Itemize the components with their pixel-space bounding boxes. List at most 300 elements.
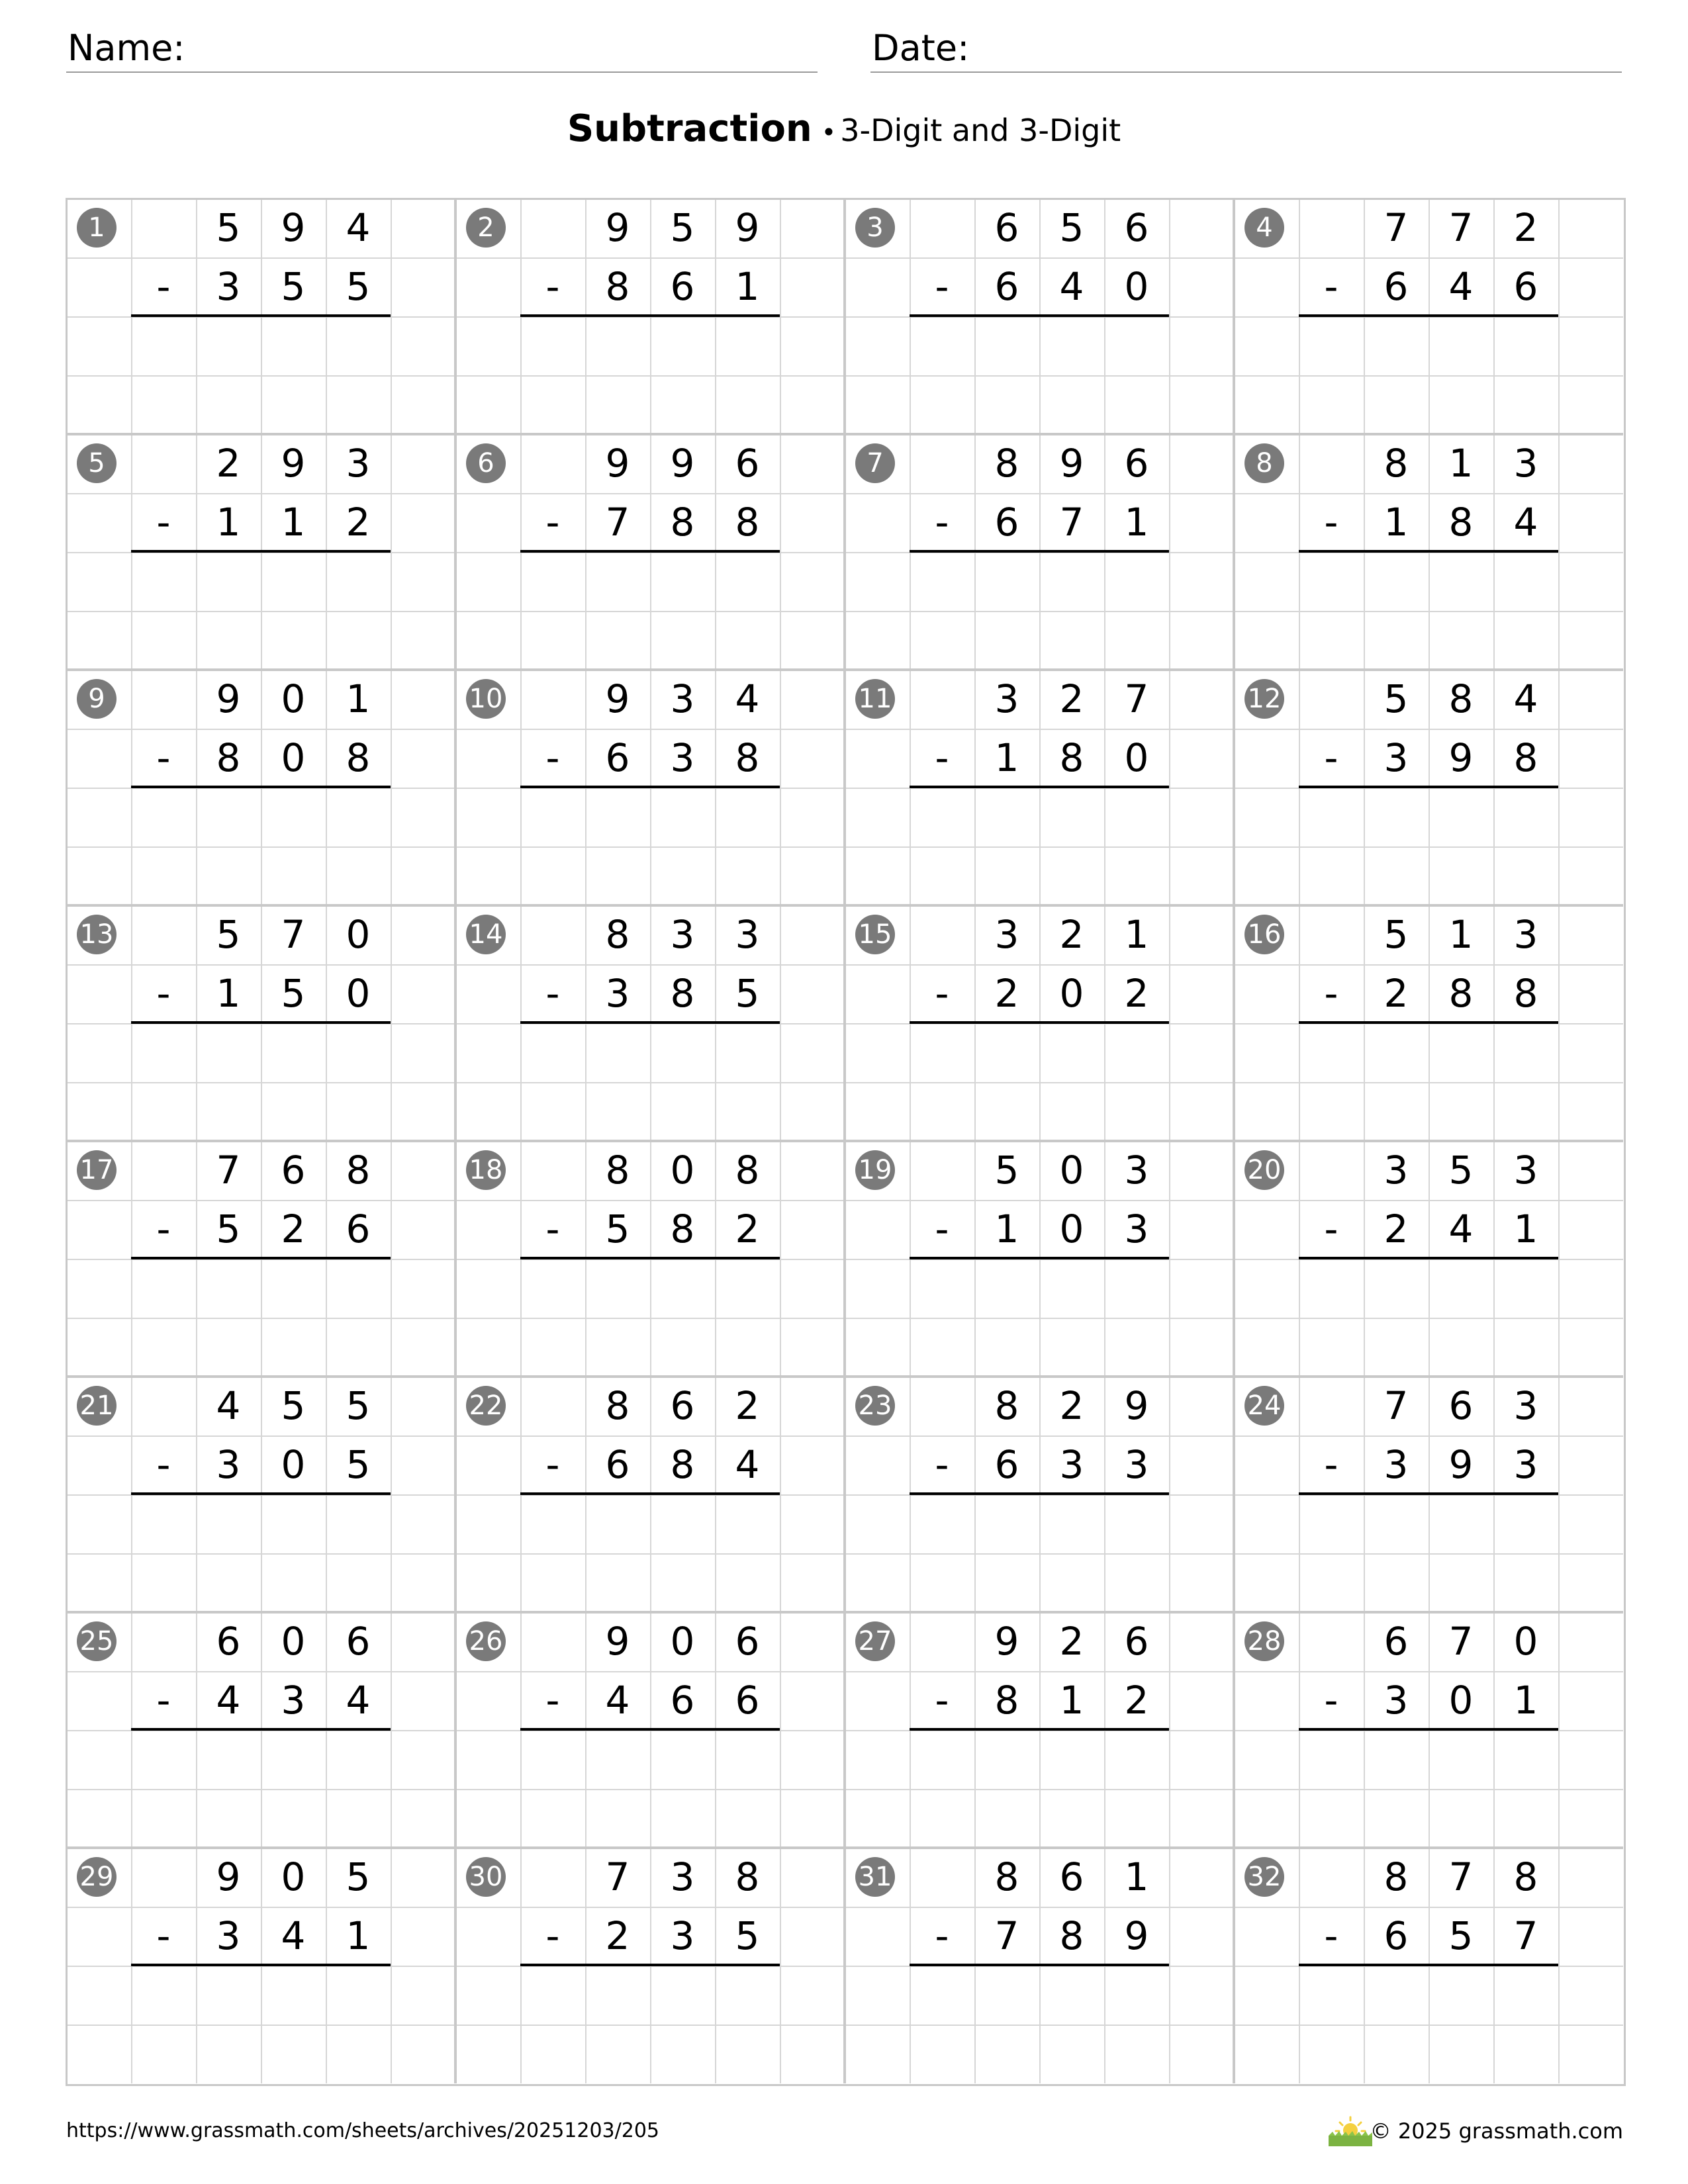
problem-block: [1234, 1141, 1623, 1377]
answer-cell[interactable]: [910, 316, 974, 375]
minus-sign: -: [935, 1206, 949, 1251]
minuend-digit: 0: [1059, 1148, 1084, 1193]
minuend-digit: 9: [216, 676, 241, 721]
problem-block: [1234, 1848, 1623, 2083]
minuend-digit: 3: [1513, 1148, 1538, 1193]
problem-block: [1234, 199, 1623, 434]
subtrahend-digit: 3: [1383, 1442, 1409, 1487]
answer-cell[interactable]: [1364, 788, 1429, 846]
minuend-digit: 4: [1513, 676, 1538, 721]
subtrahend-digit: 4: [735, 1442, 760, 1487]
answer-cell[interactable]: [1104, 316, 1169, 375]
answer-cell[interactable]: [1039, 1023, 1104, 1082]
answer-cell[interactable]: [196, 788, 261, 846]
subtrahend-digit: 2: [1124, 1678, 1149, 1723]
problem-block: [66, 434, 455, 670]
answer-cell[interactable]: [715, 1730, 780, 1789]
problem-block: [455, 1141, 845, 1377]
minuend-digit: 5: [1448, 1148, 1474, 1193]
minus-sign: -: [545, 971, 560, 1016]
minus-sign: -: [156, 735, 171, 780]
subtrahend-digit: 3: [605, 971, 630, 1016]
minus-sign: -: [1324, 500, 1338, 545]
subtrahend-digit: 0: [1448, 1678, 1474, 1723]
answer-cell[interactable]: [1039, 552, 1104, 611]
problem-block: [455, 1612, 845, 1848]
answer-cell[interactable]: [715, 552, 780, 611]
subtrahend-digit: 9: [1448, 1442, 1474, 1487]
subtrahend-digit: 2: [1383, 971, 1409, 1016]
answer-cell[interactable]: [1364, 1259, 1429, 1318]
subtrahend-digit: 2: [1383, 1206, 1409, 1251]
minus-sign: -: [156, 1206, 171, 1251]
minuend-digit: 8: [994, 441, 1019, 486]
problem-number-badge: 1: [77, 208, 117, 248]
answer-cell[interactable]: [326, 1023, 391, 1082]
problem-number-badge: 24: [1244, 1386, 1284, 1426]
answer-cell[interactable]: [1039, 1259, 1104, 1318]
problem-block: [845, 1612, 1234, 1848]
minus-sign: -: [935, 971, 949, 1016]
minuend-digit: 1: [1448, 912, 1474, 957]
subtrahend-digit: 8: [216, 735, 241, 780]
minus-sign: -: [1324, 264, 1338, 309]
answer-cell[interactable]: [650, 1730, 715, 1789]
minus-sign: -: [1324, 735, 1338, 780]
minuend-digit: 7: [281, 912, 306, 957]
answer-cell[interactable]: [650, 316, 715, 375]
grass-sun-logo-icon: [1327, 2115, 1374, 2148]
problem-number-badge: 19: [855, 1150, 895, 1190]
answer-cell[interactable]: [1299, 1259, 1364, 1318]
subtrahend-digit: 8: [735, 500, 760, 545]
minuend-digit: 9: [670, 441, 695, 486]
answer-cell[interactable]: [261, 316, 326, 375]
subtrahend-digit: 2: [735, 1206, 760, 1251]
answer-cell[interactable]: [1104, 1259, 1169, 1318]
answer-cell[interactable]: [1299, 1730, 1364, 1789]
minuend-digit: 0: [281, 676, 306, 721]
minuend-digit: 6: [216, 1619, 241, 1664]
minuend-digit: 3: [1383, 1148, 1409, 1193]
answer-cell[interactable]: [196, 552, 261, 611]
answer-cell[interactable]: [1039, 316, 1104, 375]
title-bullet: •: [821, 118, 837, 147]
minus-sign: -: [156, 1442, 171, 1487]
problem-number-badge: 12: [1244, 679, 1284, 719]
answer-cell[interactable]: [1299, 316, 1364, 375]
problem-block: [1234, 434, 1623, 670]
subtrahend-digit: 7: [1513, 1913, 1538, 1958]
minus-sign: -: [545, 735, 560, 780]
minuend-digit: 6: [1124, 205, 1149, 250]
subtrahend-digit: 2: [281, 1206, 306, 1251]
problem-number-badge: 8: [1244, 443, 1284, 483]
answer-cell[interactable]: [715, 1494, 780, 1553]
minuend-digit: 8: [735, 1148, 760, 1193]
answer-cell[interactable]: [326, 1966, 391, 2025]
minuend-digit: 9: [605, 441, 630, 486]
subtrahend-digit: 8: [1513, 735, 1538, 780]
answer-cell[interactable]: [131, 1494, 196, 1553]
answer-cell[interactable]: [1493, 1023, 1558, 1082]
answer-cell[interactable]: [131, 1259, 196, 1318]
minuend-digit: 7: [1383, 1383, 1409, 1428]
problem-block: [845, 1377, 1234, 1612]
problem-number-badge: 7: [855, 443, 895, 483]
answer-cell[interactable]: [1039, 788, 1104, 846]
minus-sign: -: [935, 735, 949, 780]
answer-cell[interactable]: [585, 1494, 650, 1553]
answer-cell[interactable]: [910, 1730, 974, 1789]
answer-cell[interactable]: [1429, 788, 1493, 846]
answer-cell[interactable]: [1364, 1966, 1429, 2025]
answer-cell[interactable]: [1299, 1966, 1364, 2025]
answer-cell[interactable]: [1364, 316, 1429, 375]
answer-cell[interactable]: [261, 1259, 326, 1318]
problem-number-badge: 11: [855, 679, 895, 719]
answer-cell[interactable]: [715, 788, 780, 846]
subtrahend-digit: 6: [1383, 264, 1409, 309]
answer-cell[interactable]: [196, 1966, 261, 2025]
minuend-digit: 5: [216, 912, 241, 957]
answer-cell[interactable]: [520, 788, 585, 846]
answer-cell[interactable]: [131, 316, 196, 375]
subtrahend-digit: 9: [1448, 735, 1474, 780]
subtrahend-digit: 8: [670, 500, 695, 545]
answer-cell[interactable]: [520, 1259, 585, 1318]
answer-cell[interactable]: [131, 788, 196, 846]
answer-cell[interactable]: [1299, 1494, 1364, 1553]
answer-cell[interactable]: [1299, 788, 1364, 846]
problem-number-badge: 4: [1244, 208, 1284, 248]
answer-cell[interactable]: [974, 1494, 1039, 1553]
problem-block: [66, 199, 455, 434]
answer-cell[interactable]: [974, 316, 1039, 375]
subtrahend-digit: 6: [670, 1678, 695, 1723]
answer-cell[interactable]: [650, 1259, 715, 1318]
answer-cell[interactable]: [1104, 1023, 1169, 1082]
subtrahend-digit: 7: [605, 500, 630, 545]
minus-sign: -: [545, 500, 560, 545]
answer-cell[interactable]: [1104, 788, 1169, 846]
answer-cell[interactable]: [585, 1966, 650, 2025]
minuend-digit: 7: [1124, 676, 1149, 721]
problem-block: [845, 434, 1234, 670]
minuend-digit: 9: [994, 1619, 1019, 1664]
minuend-digit: 5: [994, 1148, 1019, 1193]
problem-block: [1234, 1612, 1623, 1848]
problem-block: [1234, 1377, 1623, 1612]
answer-cell[interactable]: [326, 788, 391, 846]
minuend-digit: 8: [994, 1383, 1019, 1428]
subtrahend-digit: 0: [281, 735, 306, 780]
subtrahend-digit: 1: [1513, 1206, 1538, 1251]
minuend-digit: 2: [735, 1383, 760, 1428]
minuend-digit: 9: [1124, 1383, 1149, 1428]
answer-cell[interactable]: [326, 1730, 391, 1789]
answer-cell[interactable]: [1493, 1966, 1558, 2025]
answer-cell[interactable]: [585, 788, 650, 846]
subtrahend-digit: 6: [994, 264, 1019, 309]
answer-cell[interactable]: [1493, 1494, 1558, 1553]
minuend-digit: 9: [1059, 441, 1084, 486]
answer-cell[interactable]: [910, 1259, 974, 1318]
problem-block: [455, 1848, 845, 2083]
minus-sign: -: [545, 1678, 560, 1723]
answer-cell[interactable]: [326, 1259, 391, 1318]
problem-number-badge: 28: [1244, 1621, 1284, 1661]
subtrahend-digit: 1: [1059, 1678, 1084, 1723]
date-field[interactable]: [870, 25, 1622, 73]
minus-sign: -: [545, 264, 560, 309]
answer-cell[interactable]: [1364, 1494, 1429, 1553]
answer-cell[interactable]: [585, 1259, 650, 1318]
minus-sign: -: [935, 1442, 949, 1487]
minus-sign: -: [156, 971, 171, 1016]
answer-cell[interactable]: [1299, 1023, 1364, 1082]
subtrahend-digit: 0: [1124, 735, 1149, 780]
answer-cell[interactable]: [1104, 552, 1169, 611]
answer-cell[interactable]: [1493, 1259, 1558, 1318]
answer-cell[interactable]: [910, 1966, 974, 2025]
answer-cell[interactable]: [1429, 1966, 1493, 2025]
problem-block: [845, 1848, 1234, 2083]
answer-cell[interactable]: [1039, 1494, 1104, 1553]
minuend-digit: 2: [1059, 676, 1084, 721]
problem-block: [66, 1848, 455, 2083]
answer-cell[interactable]: [1429, 1494, 1493, 1553]
minuend-digit: 8: [1513, 1854, 1538, 1899]
answer-cell[interactable]: [326, 1494, 391, 1553]
answer-cell[interactable]: [261, 788, 326, 846]
minus-sign: -: [156, 1913, 171, 1958]
problem-number-badge: 32: [1244, 1857, 1284, 1897]
answer-cell[interactable]: [1364, 1730, 1429, 1789]
answer-cell[interactable]: [1429, 552, 1493, 611]
subtrahend-digit: 0: [346, 971, 371, 1016]
answer-cell[interactable]: [650, 552, 715, 611]
subtrahend-digit: 1: [346, 1913, 371, 1958]
subtrahend-digit: 3: [1513, 1442, 1538, 1487]
minuend-digit: 3: [1513, 1383, 1538, 1428]
answer-cell[interactable]: [1364, 552, 1429, 611]
answer-cell[interactable]: [585, 552, 650, 611]
answer-cell[interactable]: [715, 1966, 780, 2025]
subtrahend-digit: 8: [1448, 500, 1474, 545]
answer-cell[interactable]: [1429, 1259, 1493, 1318]
problem-number-badge: 2: [466, 208, 506, 248]
minuend-digit: 0: [281, 1619, 306, 1664]
answer-cell[interactable]: [1104, 1730, 1169, 1789]
subtrahend-digit: 8: [670, 971, 695, 1016]
minus-sign: -: [156, 1678, 171, 1723]
subtrahend-digit: 3: [281, 1678, 306, 1723]
minuend-digit: 3: [994, 912, 1019, 957]
subtrahend-digit: 4: [1448, 1206, 1474, 1251]
answer-cell[interactable]: [715, 1023, 780, 1082]
page-title: [0, 103, 1688, 164]
subtrahend-digit: 8: [670, 1206, 695, 1251]
problem-number-badge: 15: [855, 915, 895, 954]
answer-cell[interactable]: [261, 1730, 326, 1789]
subtrahend-digit: 2: [1124, 971, 1149, 1016]
minuend-digit: 8: [605, 1148, 630, 1193]
minus-sign: -: [545, 1206, 560, 1251]
answer-cell[interactable]: [974, 1259, 1039, 1318]
answer-cell[interactable]: [520, 1730, 585, 1789]
minuend-digit: 6: [281, 1148, 306, 1193]
minuend-digit: 5: [346, 1854, 371, 1899]
problem-block: [1234, 670, 1623, 905]
minuend-digit: 7: [1448, 205, 1474, 250]
subtrahend-digit: 2: [994, 971, 1019, 1016]
minuend-digit: 8: [735, 1854, 760, 1899]
minuend-digit: 9: [605, 205, 630, 250]
subtrahend-digit: 6: [735, 1678, 760, 1723]
minuend-digit: 0: [670, 1148, 695, 1193]
subtrahend-digit: 8: [994, 1678, 1019, 1723]
minuend-digit: 6: [1059, 1854, 1084, 1899]
subtrahend-digit: 6: [605, 1442, 630, 1487]
problem-number-badge: 10: [466, 679, 506, 719]
minus-sign: -: [935, 1678, 949, 1723]
minuend-digit: 3: [1513, 912, 1538, 957]
minuend-digit: 3: [994, 676, 1019, 721]
minuend-digit: 2: [216, 441, 241, 486]
answer-cell[interactable]: [326, 316, 391, 375]
answer-cell[interactable]: [585, 1730, 650, 1789]
answer-cell[interactable]: [1039, 1966, 1104, 2025]
answer-cell[interactable]: [1364, 1023, 1429, 1082]
subtrahend-digit: 3: [670, 1913, 695, 1958]
subtrahend-digit: 3: [670, 735, 695, 780]
minuend-digit: 9: [281, 441, 306, 486]
footer-url[interactable]: https://www.grassmath.com/sheets/archives/20251203/205: [66, 2119, 660, 2142]
minuend-digit: 8: [605, 912, 630, 957]
subtrahend-digit: 3: [216, 1913, 241, 1958]
subtrahend-digit: 1: [216, 971, 241, 1016]
answer-cell[interactable]: [1104, 1494, 1169, 1553]
answer-cell[interactable]: [520, 1023, 585, 1082]
answer-cell[interactable]: [650, 1494, 715, 1553]
name-field[interactable]: [66, 25, 818, 73]
subtrahend-digit: 4: [605, 1678, 630, 1723]
subtrahend-digit: 5: [281, 264, 306, 309]
minuend-digit: 0: [281, 1854, 306, 1899]
minus-sign: -: [545, 1913, 560, 1958]
answer-cell[interactable]: [520, 1966, 585, 2025]
answer-cell[interactable]: [1299, 552, 1364, 611]
title-subtitle: 3-Digit and 3-Digit: [840, 113, 1121, 148]
answer-cell[interactable]: [650, 1023, 715, 1082]
answer-cell[interactable]: [1429, 1023, 1493, 1082]
problem-number-badge: 17: [77, 1150, 117, 1190]
answer-cell[interactable]: [974, 552, 1039, 611]
answer-cell[interactable]: [196, 1023, 261, 1082]
minuend-digit: 8: [1383, 1854, 1409, 1899]
answer-cell[interactable]: [715, 1259, 780, 1318]
answer-cell[interactable]: [131, 1730, 196, 1789]
answer-cell[interactable]: [650, 788, 715, 846]
answer-cell[interactable]: [910, 1023, 974, 1082]
problem-number-badge: 31: [855, 1857, 895, 1897]
subtrahend-digit: 1: [281, 500, 306, 545]
answer-cell[interactable]: [131, 1023, 196, 1082]
answer-cell[interactable]: [974, 788, 1039, 846]
answer-cell[interactable]: [1493, 552, 1558, 611]
minuend-digit: 7: [1383, 205, 1409, 250]
minuend-digit: 8: [346, 1148, 371, 1193]
subtrahend-digit: 6: [994, 500, 1019, 545]
answer-cell[interactable]: [196, 1730, 261, 1789]
answer-cell[interactable]: [650, 1966, 715, 2025]
answer-cell[interactable]: [1104, 1966, 1169, 2025]
answer-cell[interactable]: [1039, 1730, 1104, 1789]
minuend-digit: 2: [1513, 205, 1538, 250]
answer-cell[interactable]: [1493, 1730, 1558, 1789]
minuend-digit: 7: [1448, 1854, 1474, 1899]
minuend-digit: 8: [1383, 441, 1409, 486]
answer-cell[interactable]: [715, 316, 780, 375]
answer-cell[interactable]: [910, 1494, 974, 1553]
answer-cell[interactable]: [974, 1966, 1039, 2025]
answer-cell[interactable]: [974, 1023, 1039, 1082]
subtrahend-digit: 5: [735, 971, 760, 1016]
subtrahend-digit: 3: [1124, 1442, 1149, 1487]
answer-cell[interactable]: [520, 552, 585, 611]
answer-cell[interactable]: [261, 1023, 326, 1082]
minuend-digit: 6: [1383, 1619, 1409, 1664]
answer-cell[interactable]: [910, 552, 974, 611]
answer-cell[interactable]: [1429, 1730, 1493, 1789]
subtrahend-digit: 3: [216, 1442, 241, 1487]
answer-cell[interactable]: [585, 316, 650, 375]
answer-cell[interactable]: [131, 1966, 196, 2025]
subtrahend-digit: 1: [1383, 500, 1409, 545]
problem-block: [66, 670, 455, 905]
answer-cell[interactable]: [520, 1494, 585, 1553]
minuend-digit: 5: [1383, 676, 1409, 721]
answer-cell[interactable]: [196, 1494, 261, 1553]
answer-cell[interactable]: [196, 316, 261, 375]
minus-sign: -: [156, 500, 171, 545]
subtrahend-digit: 6: [1383, 1913, 1409, 1958]
minuend-digit: 9: [281, 205, 306, 250]
answer-cell[interactable]: [131, 552, 196, 611]
subtrahend-digit: 5: [346, 1442, 371, 1487]
answer-cell[interactable]: [196, 1259, 261, 1318]
subtrahend-digit: 4: [1448, 264, 1474, 309]
answer-cell[interactable]: [585, 1023, 650, 1082]
answer-cell[interactable]: [261, 1494, 326, 1553]
answer-cell[interactable]: [974, 1730, 1039, 1789]
minuend-digit: 5: [1059, 205, 1084, 250]
answer-cell[interactable]: [1493, 316, 1558, 375]
answer-cell[interactable]: [1493, 788, 1558, 846]
answer-cell[interactable]: [326, 552, 391, 611]
answer-cell[interactable]: [261, 1966, 326, 2025]
answer-cell[interactable]: [520, 316, 585, 375]
problem-number-badge: 9: [77, 679, 117, 719]
answer-cell[interactable]: [261, 552, 326, 611]
subtrahend-digit: 8: [1513, 971, 1538, 1016]
subtrahend-digit: 1: [216, 500, 241, 545]
answer-cell[interactable]: [1429, 316, 1493, 375]
minuend-digit: 6: [994, 205, 1019, 250]
answer-cell[interactable]: [910, 788, 974, 846]
subtrahend-digit: 3: [216, 264, 241, 309]
